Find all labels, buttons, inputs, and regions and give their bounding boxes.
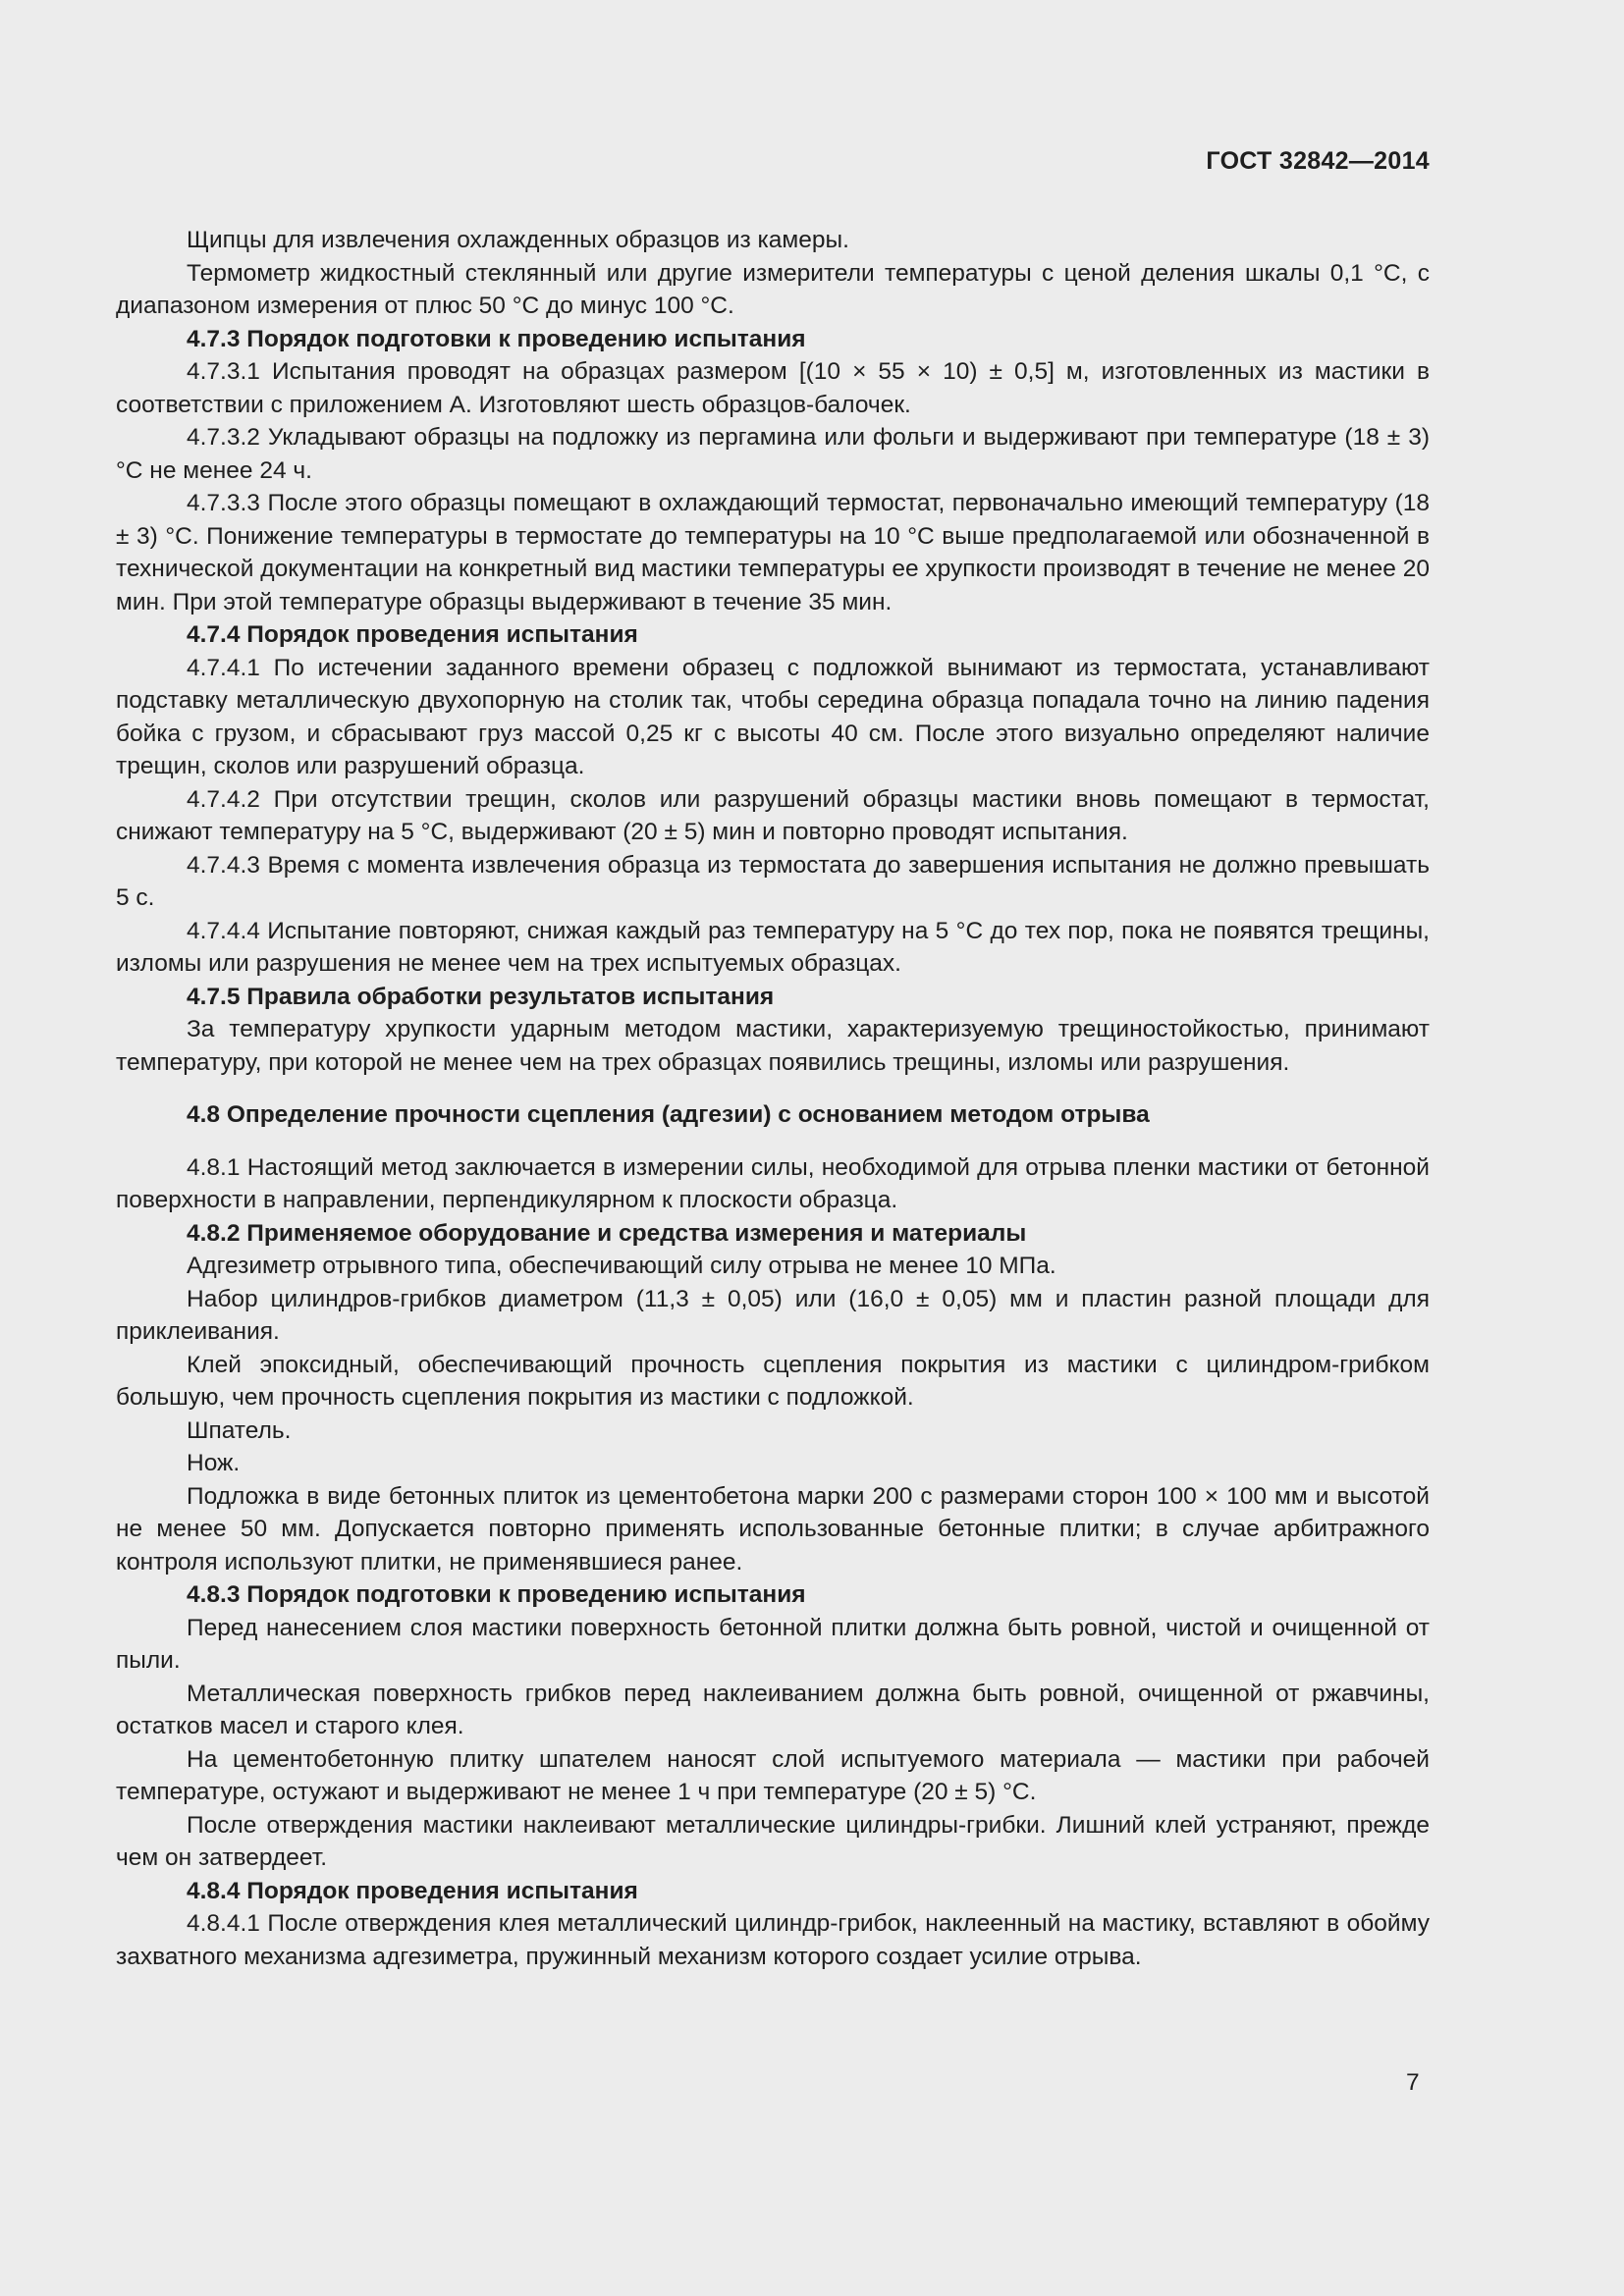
paragraph: Перед нанесением слоя мастики поверхность бетонной плитки должна быть ровной, чистой и очищенной от пыли. [116,1614,1430,1674]
page-number: 7 [1406,2069,1420,2096]
paragraph: Клей эпоксидный, обеспечивающий прочность сцепления покрытия из мастики с цилиндром-грибком большую, чем прочность сцепления покрытия из мастики с подложкой. [116,1351,1430,1411]
paragraph: Нож. [187,1450,241,1476]
document-code-header: ГОСТ 32842—2014 [1206,147,1430,175]
paragraph: 4.8.1 Настоящий метод заключается в измерении силы, необходимой для отрыва пленки мастики от бетонной поверхности в направлении, перпендикулярном к плоскости образца. [116,1153,1430,1213]
paragraph: Термометр жидкостный стеклянный или другие измерители температуры с ценой деления шкалы 0,1 °С, с диапазоном измерения от плюс 50 °С до минус 100 °С. [116,259,1430,319]
paragraph: Адгезиметр отрывного типа, обеспечивающий силу отрыва не менее 10 МПа. [187,1253,1056,1279]
subsection-heading: 4.7.4 Порядок проведения испытания [187,621,638,648]
paragraph: Шпатель. [187,1416,292,1444]
paragraph: Подложка в виде бетонных плиток из цементобетона марки 200 с размерами сторон 100 × 100 мм и высотой не менее 50 мм. Допускается повторно применять использованные бетонные плитки; в случае арбитражного контроля используют плитки, не применявшиеся ранее. [116,1482,1430,1575]
paragraph: 4.7.4.2 При отсутствии трещин, сколов или разрушений образцы мастики вновь помещают в термостат, снижают температуру на 5 °С, выдерживают (20 ± 5) мин и повторно проводят испытания. [116,785,1430,845]
subsection-heading: 4.8.2 Применяемое оборудование и средства измерения и материалы [187,1219,1027,1247]
subsection-heading: 4.7.3 Порядок подготовки к проведению испытания [187,325,806,352]
paragraph: 4.7.3.2 Укладывают образцы на подложку из пергамина или фольги и выдерживают при температуре (18 ± 3) °С не менее 24 ч. [116,424,1430,484]
subsection-heading: 4.8.3 Порядок подготовки к проведению испытания [187,1581,806,1608]
paragraph: 4.7.4.4 Испытание повторяют, снижая каждый раз температуру на 5 °С до тех пор, пока не появятся трещины, изломы или разрушения не менее чем на трех испытуемых образцах. [116,917,1430,977]
paragraph: 4.7.3.3 После этого образцы помещают в охлаждающий термостат, первоначально имеющий температуру (18 ± 3) °С. Понижение температуры в термостате до температуры на 10 °С выше предполагаемой или обозначенной в технической документации на конкретный вид мастики температуры ее хрупкости производят в течение не менее 20 мин. При этой температуре образцы выдерживают в течение 35 мин. [116,490,1430,615]
paragraph: Щипцы для извлечения охлажденных образцов из камеры. [187,227,849,253]
paragraph: На цементобетонную плитку шпателем наносят слой испытуемого материала — мастики при рабочей температуре, остужают и выдерживают не менее 1 ч при температуре (20 ± 5) °С. [116,1745,1430,1805]
paragraph: Набор цилиндров-грибков диаметром (11,3 ± 0,05) или (16,0 ± 0,05) мм и пластин разной площади для приклеивания. [116,1285,1430,1345]
paragraph: 4.7.4.1 По истечении заданного времени образец с подложкой вынимают из термостата, устанавливают подставку металлическую двухопорную на столик так, чтобы середина образца попадала точно на линию падения бойка с грузом, и сбрасывают груз массой 0,25 кг с высоты 40 см. После этого визуально определяют наличие трещин, сколов или разрушений образца. [116,654,1430,779]
paragraph: После отверждения мастики наклеивают металлические цилиндры-грибки. Лишний клей устраняют, прежде чем он затвердеет. [116,1811,1430,1871]
section-heading: 4.8 Определение прочности сцепления (адгезии) с основанием методом отрыва [187,1101,1150,1128]
paragraph: 4.7.4.3 Время с момента извлечения образца из термостата до завершения испытания не должно превышать 5 с. [116,851,1430,911]
subsection-heading: 4.7.5 Правила обработки результатов испытания [187,983,775,1010]
document-body [116,224,1430,1973]
paragraph: 4.7.3.1 Испытания проводят на образцах размером [(10 × 55 × 10) ± 0,5] м, изготовленных из мастики в соответствии с приложением А. Изготовляют шесть образцов-балочек. [116,358,1430,418]
paragraph: За температуру хрупкости ударным методом мастики, характеризуемую трещиностойкостью, принимают температуру, при которой не менее чем на трех образцах появились трещины, изломы или разрушения. [116,1016,1430,1076]
paragraph: 4.8.4.1 После отверждения клея металлический цилиндр-грибок, наклеенный на мастику, вставляют в обойму захватного механизма адгезиметра, пружинный механизм которого создает усилие отрыва. [116,1910,1430,1970]
subsection-heading: 4.8.4 Порядок проведения испытания [187,1877,638,1904]
paragraph: Металлическая поверхность грибков перед наклеиванием должна быть ровной, очищенной от ржавчины, остатков масел и старого клея. [116,1680,1430,1739]
